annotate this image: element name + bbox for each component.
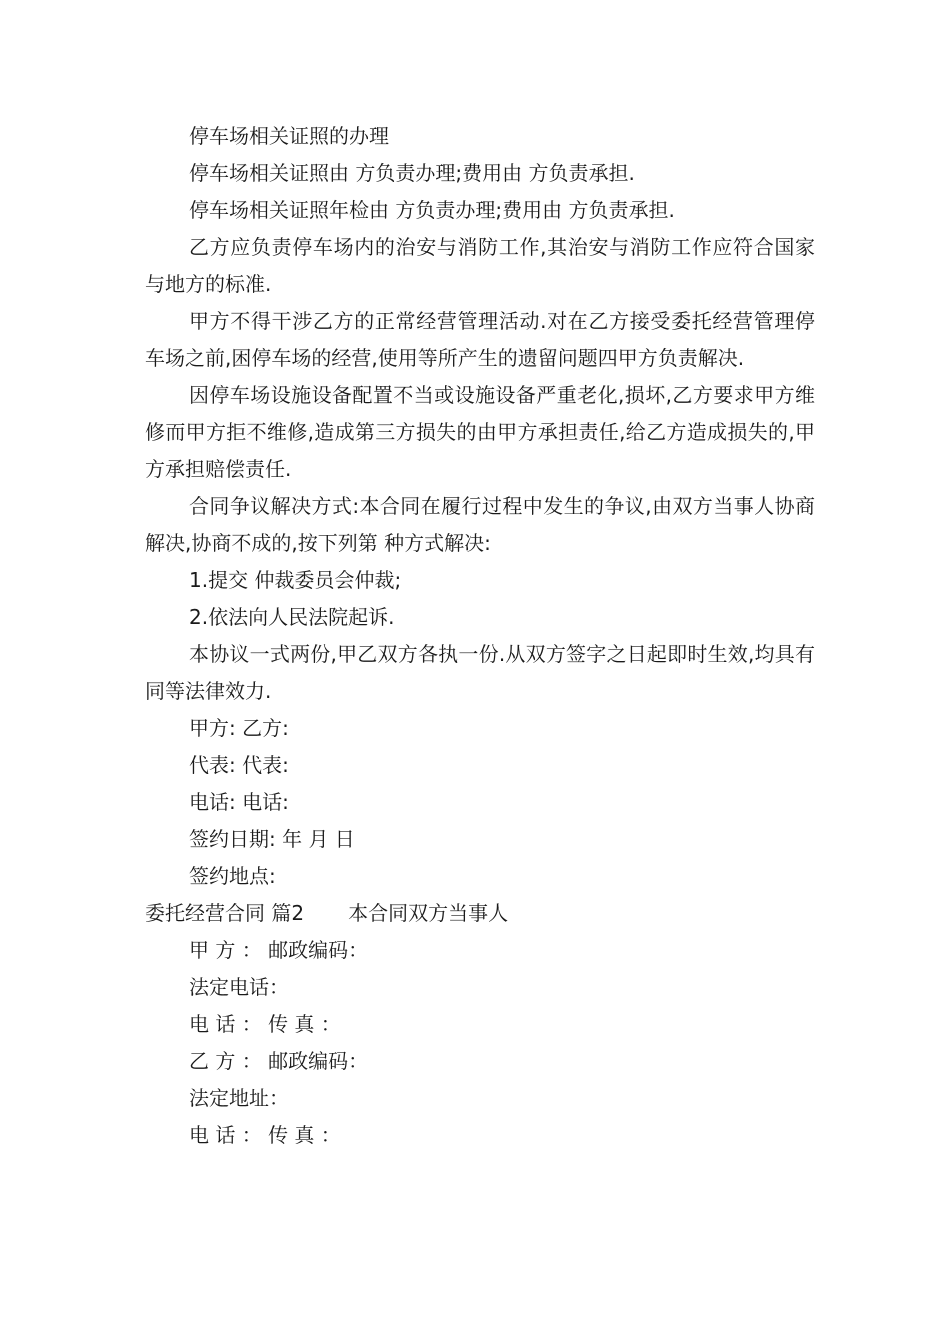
section-heading <box>145 895 815 932</box>
signature-line: 电话: 电话: <box>189 790 289 814</box>
section-title: 委托经营合同 篇2 <box>145 901 305 925</box>
party-line: 法定电话： <box>189 975 289 999</box>
paragraph: 乙方应负责停车场内的治安与消防工作,其治安与消防工作应符合国家与地方的标准. <box>145 235 815 296</box>
party-line: 乙 方 ： 邮政编码： <box>189 1049 369 1073</box>
paragraph: 合同争议解决方式:本合同在履行过程中发生的争议,由双方当事人协商解决,协商不成的,按下列第 种方式解决: <box>145 494 815 555</box>
paragraph: 停车场相关证照由 方负责办理;费用由 方负责承担. <box>189 161 635 185</box>
paragraph: 因停车场设施设备配置不当或设施设备严重老化,损坏,乙方要求甲方维修而甲方拒不维修,造成第三方损失的由甲方承担责任,给乙方造成损失的,甲方承担赔偿责任. <box>145 383 815 481</box>
signature-line: 代表: 代表: <box>189 753 289 777</box>
list-item: 2.依法向人民法院起诉. <box>189 605 395 629</box>
section-subtitle: 本合同双方当事人 <box>348 901 509 925</box>
list-item: 1.提交 仲裁委员会仲裁; <box>189 568 402 592</box>
paragraph: 甲方不得干涉乙方的正常经营管理活动.对在乙方接受委托经营管理停车场之前,困停车场的经营,使用等所产生的遗留问题四甲方负责解决. <box>145 309 815 370</box>
party-line: 法定地址： <box>189 1086 289 1110</box>
party-line: 电 话 ： 传 真 ： <box>189 1123 341 1147</box>
signature-line: 签约地点: <box>189 864 276 888</box>
signature-line: 签约日期: 年 月 日 <box>189 827 355 851</box>
party-line: 电 话 ： 传 真 ： <box>189 1012 341 1036</box>
paragraph: 停车场相关证照年检由 方负责办理;费用由 方负责承担. <box>189 198 675 222</box>
paragraph: 停车场相关证照的办理 <box>189 124 389 148</box>
party-line: 甲 方 ： 邮政编码： <box>189 938 369 962</box>
document-page <box>145 118 815 1154</box>
paragraph: 本协议一式两份,甲乙双方各执一份.从双方签字之日起即时生效,均具有同等法律效力. <box>145 642 815 703</box>
signature-line: 甲方: 乙方: <box>189 716 289 740</box>
